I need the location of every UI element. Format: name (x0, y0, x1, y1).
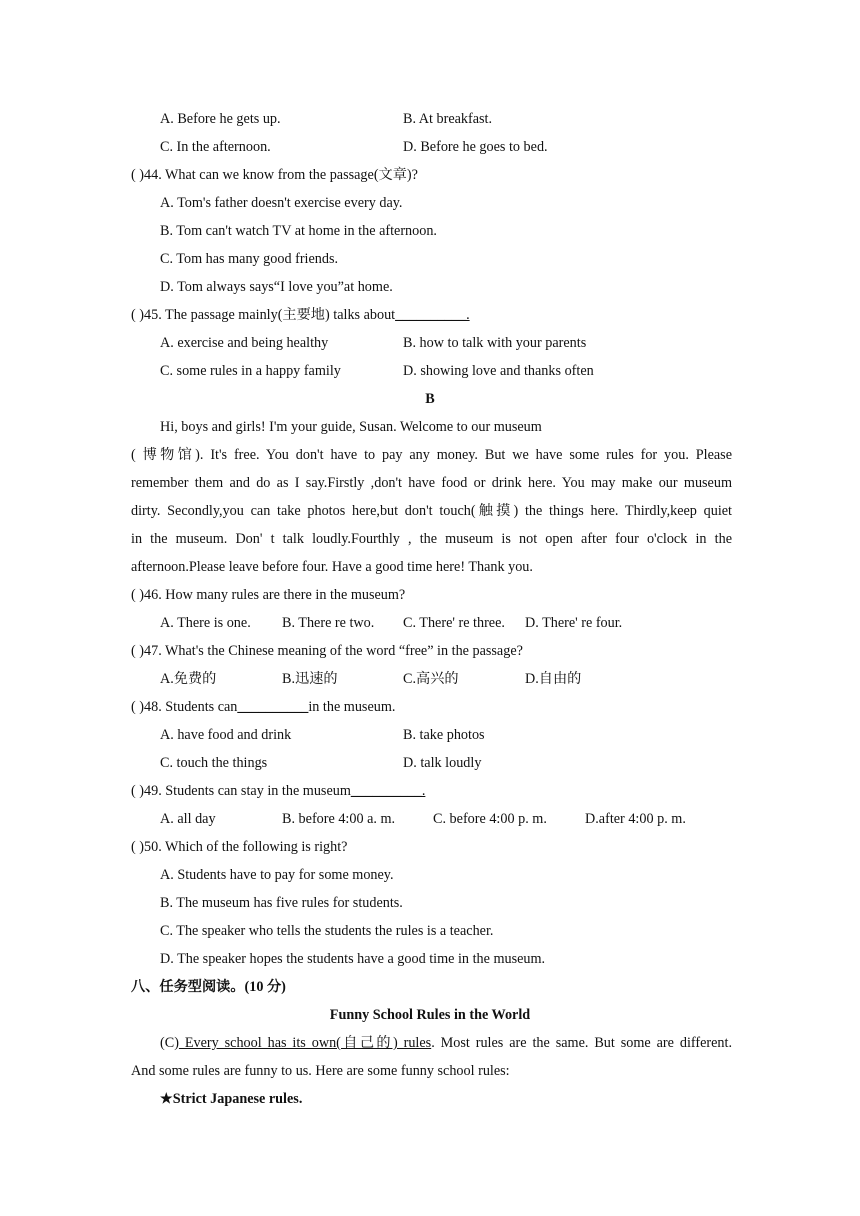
q45-option-b: B. how to talk with your parents (403, 335, 587, 351)
q50-option-b: B. The museum has five rules for students. (160, 895, 403, 911)
q50-option-a: A. Students have to pay for some money. (160, 867, 394, 883)
c-line-1-rest: . Most rules are the same. But some are different. (431, 1035, 732, 1051)
q49-option-d: D.after 4:00 p. m. (585, 811, 686, 827)
q44-question (131, 166, 418, 184)
q49-option-a: A. all day (160, 811, 216, 827)
q45-stem: 45. The passage mainly(主要地) talks about (144, 307, 396, 323)
q46-option-a: A. There is one. (160, 615, 251, 631)
answer-bracket: ( ) (131, 699, 144, 715)
q48-stem: 48. Students can (144, 699, 238, 715)
q44-option-d: D. Tom always says“I love you”at home. (160, 279, 393, 295)
strict-japanese-rules-heading: ★Strict Japanese rules. (160, 1091, 303, 1107)
q44-option-a: A. Tom's father doesn't exercise every day. (160, 195, 403, 211)
q45-option-d: D. showing love and thanks often (403, 363, 594, 379)
q48-stem-end: in the museum. (308, 699, 396, 715)
q46-option-d: D. There' re four. (525, 615, 623, 631)
q47-question (131, 642, 523, 660)
passage-b-line-6: afternoon.Please leave before four. Have a good time here! Thank you. (131, 559, 533, 575)
answer-bracket: ( ) (131, 167, 144, 183)
q45-question (131, 306, 470, 324)
q48-question (131, 698, 395, 716)
q47-option-c: C.高兴的 (403, 671, 459, 687)
q47-option-a: A.免费的 (160, 671, 217, 687)
c-underlined-sentence: Every school has its own(自己的) rules (178, 1035, 432, 1051)
q49-question (131, 782, 425, 800)
q46-question (131, 586, 405, 604)
q49-stem: 49. Students can stay in the museum (144, 783, 351, 799)
q50-question (131, 838, 347, 856)
passage-c-line-1 (160, 1034, 732, 1052)
q49-option-b: B. before 4:00 a. m. (282, 811, 396, 827)
q44-option-c: C. Tom has many good friends. (160, 251, 339, 267)
q43-option-d: D. Before he goes to bed. (403, 139, 548, 155)
q49-blank: __________. (350, 783, 426, 799)
q46-stem: 46. How many rules are there in the museum? (144, 587, 406, 603)
q50-option-c: C. The speaker who tells the students the rules is a teacher. (160, 923, 494, 939)
section-8-heading: 八、任务型阅读。(10 分) (131, 979, 286, 995)
q43-option-a: A. Before he gets up. (160, 111, 281, 127)
passage-b-line-1: Hi, boys and girls! I'm your guide, Susan. Welcome to our museum (160, 419, 542, 435)
q50-option-d: D. The speaker hopes the students have a good time in the museum. (160, 951, 546, 967)
q48-option-c: C. touch the things (160, 755, 268, 771)
c-label: (C) (160, 1035, 179, 1051)
answer-bracket: ( ) (131, 307, 144, 323)
q48-blank: __________ (237, 699, 309, 715)
q44-option-b: B. Tom can't watch TV at home in the afternoon. (160, 223, 437, 239)
q49-option-c: C. before 4:00 p. m. (433, 811, 547, 827)
q47-stem: 47. What's the Chinese meaning of the word “free” in the passage? (144, 643, 523, 659)
q46-option-b: B. There re two. (282, 615, 375, 631)
q43-option-b: B. At breakfast. (403, 111, 493, 127)
q47-option-d: D.自由的 (525, 671, 582, 687)
q47-option-b: B.迅速的 (282, 671, 338, 687)
q45-option-a: A. exercise and being healthy (160, 335, 329, 351)
passage-b-line-4: dirty. Secondly,you can take photos here,but don't touch(触摸) the things here. Thirdly,keep quiet (131, 503, 732, 519)
q45-option-c: C. some rules in a happy family (160, 363, 341, 379)
passage-c-title: Funny School Rules in the World (329, 1007, 531, 1023)
answer-bracket: ( ) (131, 587, 144, 603)
section-b-label: B (425, 391, 435, 407)
answer-bracket: ( ) (131, 783, 144, 799)
q46-option-c: C. There' re three. (403, 615, 505, 631)
q48-option-d: D. talk loudly (403, 755, 482, 771)
passage-b-line-5: in the museum. Don' t talk loudly.Fourthly , the museum is not open after four o'clock in the (131, 531, 732, 547)
q48-option-a: A. have food and drink (160, 727, 292, 743)
q48-option-b: B. take photos (403, 727, 485, 743)
q43-option-c: C. In the afternoon. (160, 139, 271, 155)
passage-b-line-3: remember them and do as I say.Firstly ,don't have food or drink here. You may make our museum (131, 475, 732, 491)
passage-c-line-2: And some rules are funny to us. Here are some funny school rules: (131, 1063, 510, 1079)
q44-stem: 44. What can we know from the passage(文章)? (144, 167, 418, 183)
passage-b-line-2: ( 博物馆). It's free. You don't have to pay any money. But we have some rules for you. Please (131, 447, 732, 463)
q50-stem: 50. Which of the following is right? (144, 839, 348, 855)
answer-bracket: ( ) (131, 839, 144, 855)
q45-blank: __________. (395, 307, 470, 323)
answer-bracket: ( ) (131, 643, 144, 659)
